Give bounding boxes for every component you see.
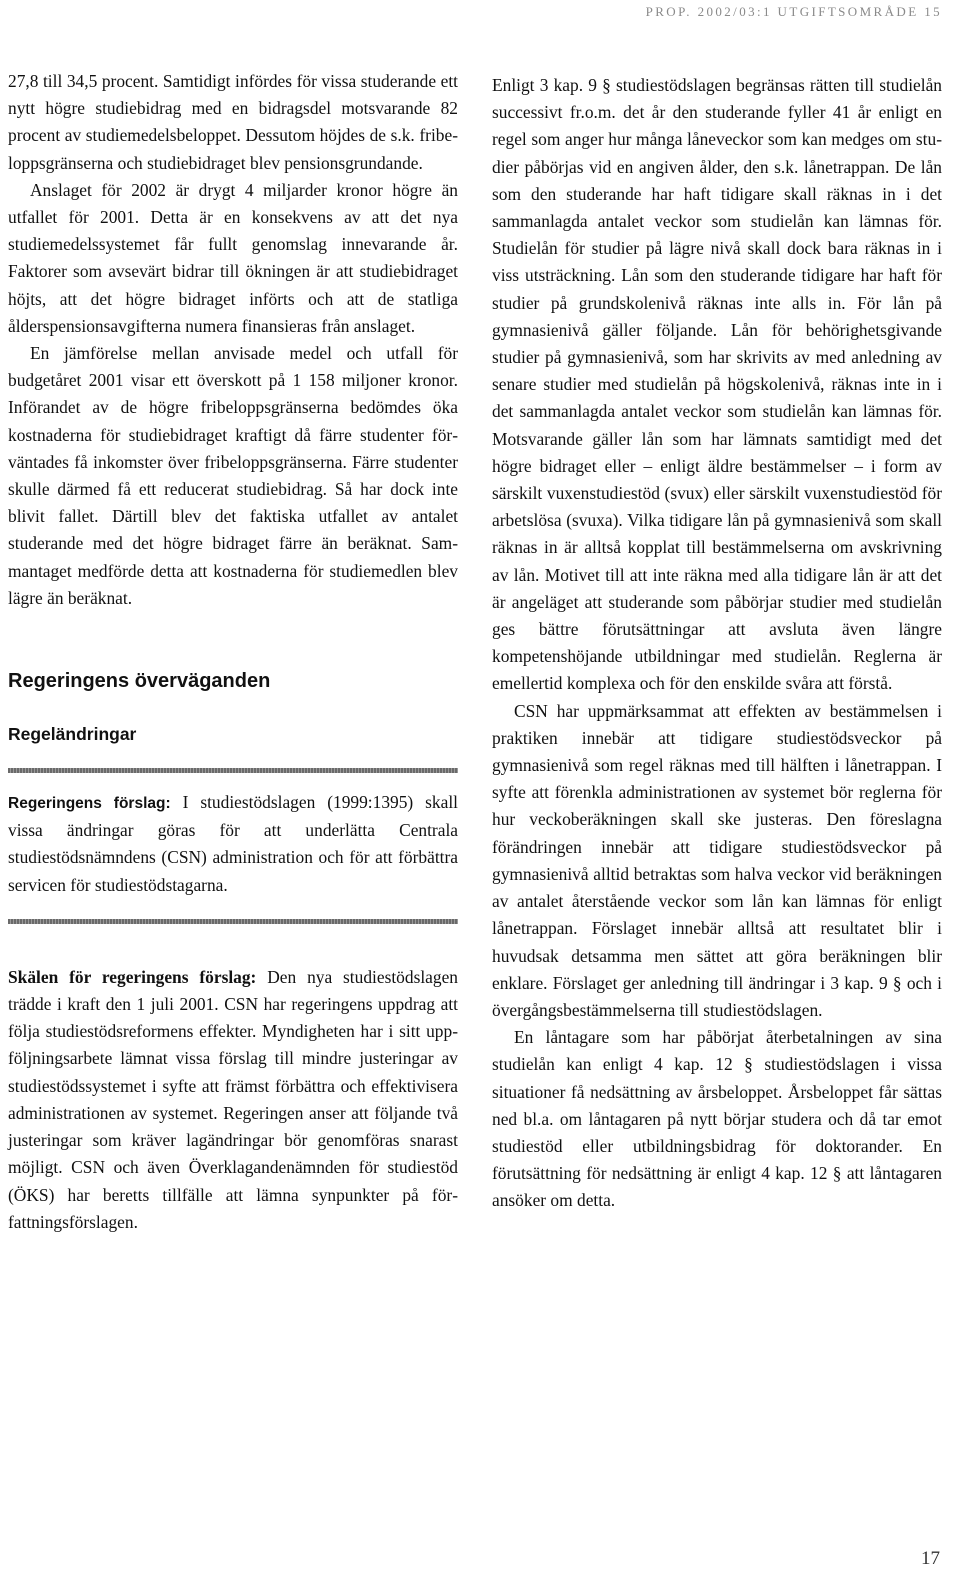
- paragraph-loan-staircase: Enligt 3 kap. 9 § studiestödslagen begränsas rätten till studielån successivt fr.o.m. det år den studerande fyller 41 år enligt en regel som anger hur många låneveckor som kan medges om studier påbörjas vid en angiven ålder, den s.k. lånetrappan. De lån som den studerande har haft tidigare skall räknas in i det sammanlagda antalet veckor som studielån kan lämnas för. Studielån för studier på lägre nivå skall dock bara räknas in i viss utsträckning. Lån som den studerande tidigare har haft för studier på grundskolenivå räknas inte alls in. För lån på gymnasienivå gäller följande. Lån för behörighetsgivande studier på gymnasienivå, som har skrivits av med anledning av senare studier med studielån på högskolenivå, räknas inte in i det sammanlagda antalet veckor som studielån kan lämnas för. Motsvarande gäller lån som har lämnats samtidigt med det högre bidraget eller – enligt äldre bestämmelser – i form av särskilt vuxenstudiestöd (svux) eller särskilt vuxenstudiestöd för arbetslösa (svuxa). Vilka tidigare lån på gymnasienivå som skall räknas in är alltså kopplat till bestämmelserna om avskrivning av lån. Motivet till att inte räkna med alla tidigare lån är att det är angeläget att studerande som påbörjar studier med studielån ges bättre förutsättningar att avsluta även längre kompetenshöjande utbildningar med studielån. Reglerna är emellertid komplexa och för den enskilde svåra att förstå.: [492, 75, 942, 694]
- heading-government-considerations: Regeringens överväganden: [8, 670, 271, 693]
- proposal-top-rule: [8, 768, 458, 773]
- paragraph-appropriation-2002: Anslaget för 2002 är drygt 4 miljarder kronor högre än utfallet för 2001. Detta är en konsekvens av att det nya studiemedelssystemet får fullt genomslag innevarande år. Faktorer som avsevärt bidrar till ökningen är att studiebidraget höjts, att det högre bidraget införts och att de statliga ålderspensionsavgifterna numera finansieras från anslaget.: [8, 179, 458, 336]
- reasons-text: Den nya studiestödslagen trädde i kraft den 1 juli 2001. CSN har regeringens uppdrag att följa studiestödsreformens effekter. Myndigheten har i sitt uppföljningsarbete lämnat vissa förslag till mindre justeringar av studiestödssystemet i syfte att främst förbättra och effektivisera administrationen av systemet. Regeringen anser att följande två justeringar som kräver lagändringar bör genomföras snarast möjligt. CSN och även Överklagandenämnden för studiestöd (ÖKS) har beretts tillfälle att lämna synpunkter på författningsförslagen.: [8, 966, 458, 1232]
- running-header: PROP. 2002/03:1 UTGIFTSOMRÅDE 15: [645, 4, 942, 19]
- paragraph-budget-history: 27,8 till 34,5 procent. Samtidigt infördes för vissa studerande ett nytt högre studiebidrag med en bidragsdel motsvarande 82 procent av studiemedelsbeloppet. Dessutom höjdes de s.k. fribeloppsgränserna och studiebidraget blev pensionsgrundande.: [8, 71, 458, 173]
- page-number: 17: [921, 1548, 940, 1569]
- right-column: [492, 72, 942, 1215]
- paragraph-csn-observation: CSN har uppmärksammat att effekten av bestämmelsen i praktiken innebär att tidigare studiestödsveckor på gymnasienivå som regel räknas med till hälften i lånetrappan. I syfte att förenkla administrationen av systemet bör reglerna för hur veckoberäkningen skall ske justeras. Den föreslagna förändringen innebär att tidigare studiestödsveckor på gymnasienivå alltid betraktas som halva veckor vid beräkningen av antalet återstående veckor som lån kan lämnas för enligt lånetrappan. Förslaget innebär alltså att resultatet blir i huvudsak detsamma men sättet att göra beräkningen blir enklare. Förslaget ger anledning till ändringar i 3 kap. 9 § och i övergångsbestämmelserna till studiestödslagen.: [492, 700, 942, 1020]
- paragraph-repayment-reduction: En låntagare som har påbörjat återbetalningen av sina studielån kan enligt 4 kap. 12 § studiestödslagen i vissa situationer få nedsättning av årsbeloppet. Årsbeloppet får sättas ned bl.a. om låntagaren på nytt börjar studera och då tar emot studiestöd eller utbildningsbidrag för doktorander. En förutsättning för nedsättning är enligt 4 kap. 12 § att låntagaren ansöker om detta.: [492, 1027, 942, 1211]
- reasons-paragraph: [8, 964, 458, 1236]
- paragraph-budget-comparison: En jämförelse mellan anvisade medel och utfall för budgetåret 2001 visar ett överskott på 1 158 miljoner kronor. Införandet av de högre fribeloppsgränserna bedömdes öka kostnaderna för studiebidraget kraftigt då färre studenter förväntades få inkomster över fribeloppsgränserna. Färre studenter skulle därmed få ett reducerat studiebidrag. Så har dock inte blivit fallet. Därtill blev det faktiska utfallet av antalet studerande med det högre bidraget färre än beräknat. Sammantaget medförde detta att kostnaderna för studiemedlen blev lägre än beräknat.: [8, 343, 458, 608]
- reasons-lead: Skälen för regeringens förslag:: [8, 966, 257, 987]
- heading-rule-changes: Regeländringar: [8, 724, 137, 745]
- proposal-text: I studiestödslagen (1999:1395) skall vissa ändringar göras för att underlätta Centrala studiestödsnämndens (CSN) administration och för att förbättra servicen för studiestödstagarna.: [8, 792, 459, 895]
- proposal-bottom-rule: [8, 919, 458, 924]
- left-column: [8, 68, 458, 1236]
- government-proposal: [8, 789, 458, 899]
- proposal-lead: Regeringens förslag:: [8, 795, 171, 813]
